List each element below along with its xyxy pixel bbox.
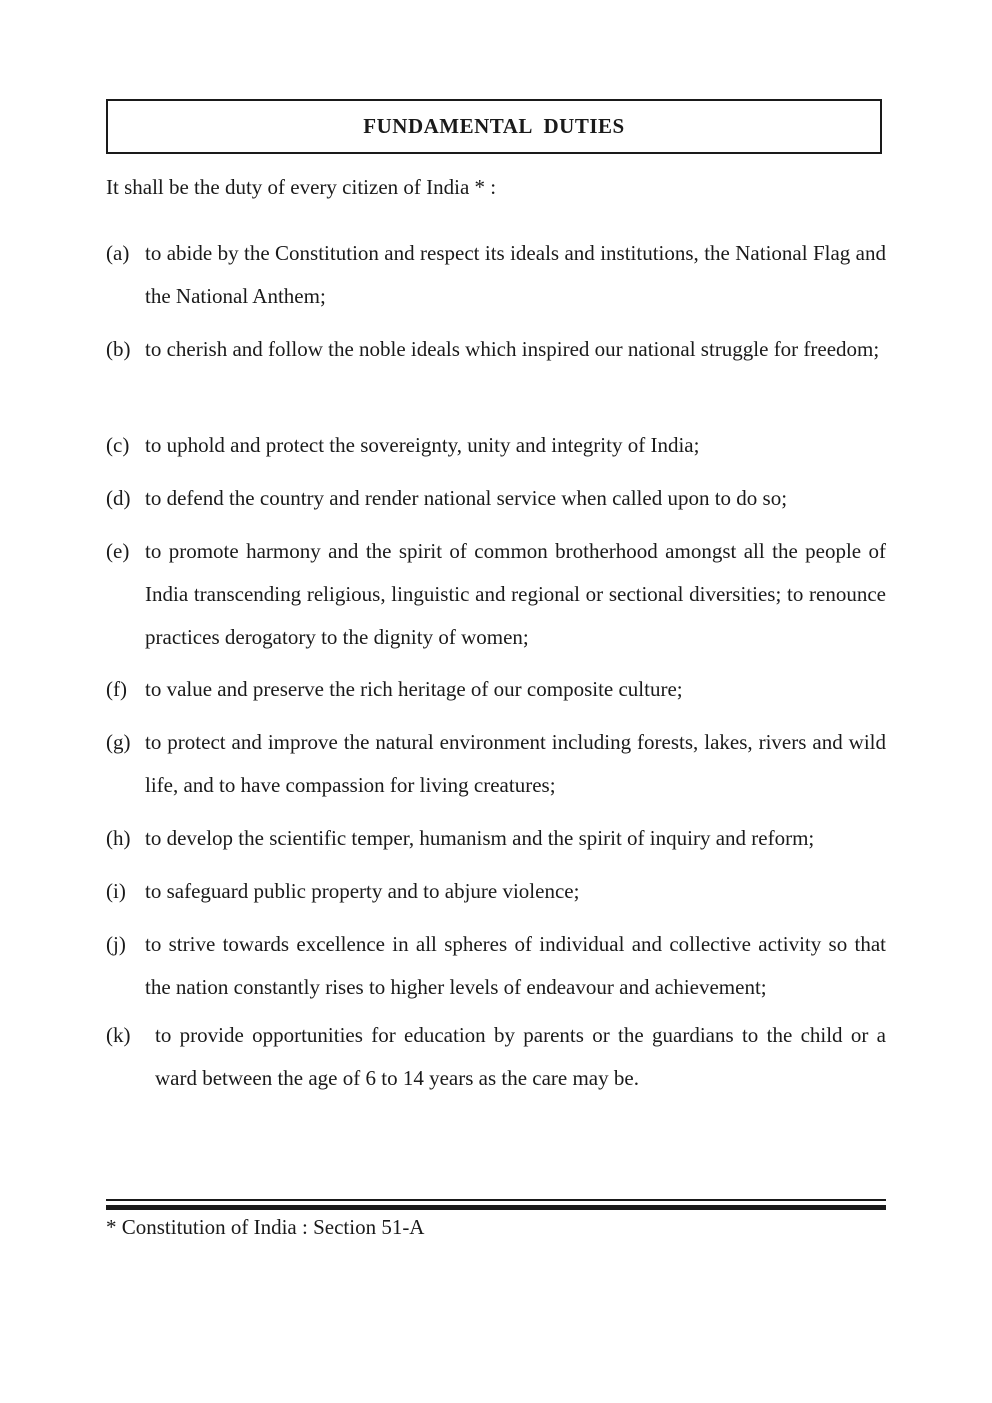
duty-item-j [106, 923, 886, 1009]
duty-text: to value and preserve the rich heritage of our composite culture; [145, 677, 683, 701]
duty-text: to promote harmony and the spirit of common brotherhood amongst all the people of India transcending religious, linguistic and regional or sectional diversities; to renounce practices derogatory to the dignity of women; [145, 539, 886, 649]
duty-marker: (h) [106, 826, 131, 850]
footnote-divider-thin [106, 1199, 886, 1201]
title-box [106, 99, 882, 154]
duty-item-c [106, 424, 886, 467]
duty-text: to abide by the Constitution and respect its ideals and institutions, the National Flag and the National Anthem; [145, 241, 886, 308]
duty-item-i [106, 870, 886, 913]
duty-text: to safeguard public property and to abjure violence; [145, 879, 580, 903]
duty-text: to strive towards excellence in all spheres of individual and collective activity so that the nation constantly rises to higher levels of endeavour and achievement; [145, 932, 886, 999]
duty-marker: (f) [106, 677, 127, 701]
duty-text: to protect and improve the natural environment including forests, lakes, rivers and wild life, and to have compassion for living creatures; [145, 730, 886, 797]
page-title: FUNDAMENTAL DUTIES [363, 114, 625, 138]
duty-item-g [106, 721, 886, 807]
duty-marker: (e) [106, 539, 130, 563]
duty-item-b [106, 328, 886, 371]
duty-marker: (a) [106, 241, 130, 265]
duty-item-a [106, 232, 886, 318]
intro-text: It shall be the duty of every citizen of India * : [106, 175, 497, 199]
duty-text: to develop the scientific temper, humanism and the spirit of inquiry and reform; [145, 826, 815, 850]
duty-text: to defend the country and render national service when called upon to do so; [145, 486, 788, 510]
duty-item-d [106, 477, 886, 520]
footnote: * Constitution of India : Section 51-A [106, 1215, 425, 1239]
duty-text: to uphold and protect the sovereignty, unity and integrity of India; [145, 433, 700, 457]
duty-text: to provide opportunities for education by parents or the guardians to the child or a ward between the age of 6 to 14 years as the care may be. [155, 1023, 886, 1090]
duty-item-h [106, 817, 886, 860]
duty-marker: (g) [106, 730, 131, 754]
footnote-divider-thick [106, 1205, 886, 1210]
duty-marker: (j) [106, 932, 126, 956]
duty-item-f [106, 668, 886, 711]
duty-item-e [106, 530, 886, 659]
duty-marker: (d) [106, 486, 131, 510]
duty-marker: (i) [106, 879, 126, 903]
duty-text: to cherish and follow the noble ideals which inspired our national struggle for freedom; [145, 337, 880, 361]
duty-marker: (c) [106, 433, 130, 457]
duty-marker: (k) [106, 1023, 131, 1047]
duty-marker: (b) [106, 337, 131, 361]
duty-item-k [106, 1014, 886, 1100]
